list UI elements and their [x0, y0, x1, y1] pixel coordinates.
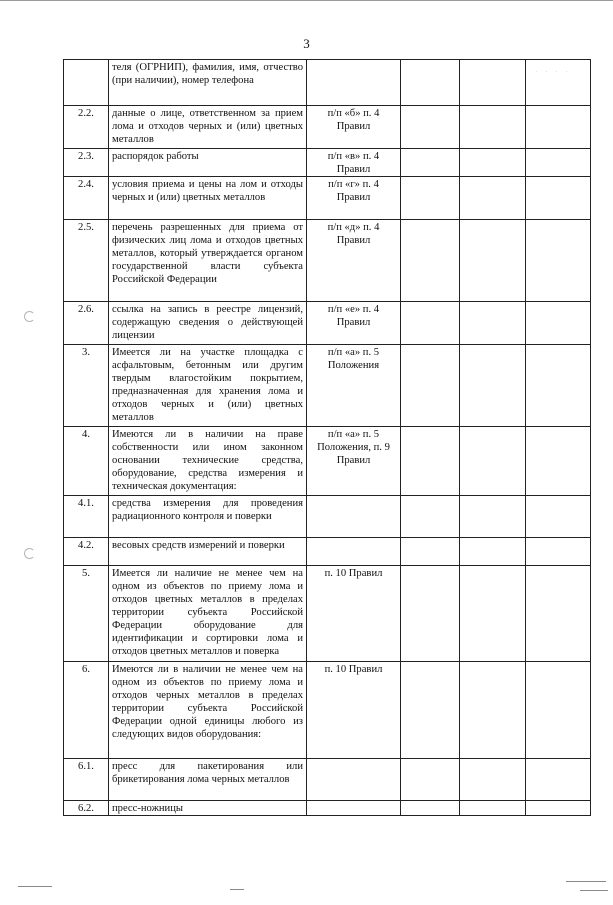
answer-cell-na — [526, 538, 591, 566]
answer-cell-yes — [401, 759, 460, 801]
row-reference: п/п «е» п. 4 Правил — [307, 302, 401, 345]
answer-cell-yes — [401, 302, 460, 345]
table-row — [64, 106, 591, 149]
answer-cell-no — [460, 496, 526, 538]
row-number: 2.5. — [64, 220, 109, 302]
row-question: теля (ОГРНИП), фамилия, имя, отчество (при наличии), номер телефона — [109, 60, 307, 106]
row-question: пресс для пакетирования или брикетирования лома черных металлов — [109, 759, 307, 801]
row-number: 6. — [64, 662, 109, 759]
row-reference: п/п «г» п. 4 Правил — [307, 177, 401, 220]
table-row — [64, 801, 591, 816]
answer-cell-no — [460, 345, 526, 427]
answer-cell-no — [460, 60, 526, 106]
answer-cell-no — [460, 177, 526, 220]
answer-cell-na — [526, 345, 591, 427]
row-question: распорядок работы — [109, 149, 307, 177]
answer-cell-na — [526, 60, 591, 106]
answer-cell-no — [460, 662, 526, 759]
row-number: 4.2. — [64, 538, 109, 566]
table-row — [64, 220, 591, 302]
row-reference — [307, 538, 401, 566]
row-question: Имеется ли на участке площадка с асфальтовым, бетонным или другим твердым влагостойким покрытием, предназначенная для хранения лома и отходов черных и (или) цветных металлов — [109, 345, 307, 427]
checklist-table — [63, 59, 591, 816]
answer-cell-no — [460, 538, 526, 566]
scan-artifact-line — [566, 881, 606, 882]
answer-cell-na — [526, 566, 591, 662]
answer-cell-no — [460, 106, 526, 149]
row-number: 2.6. — [64, 302, 109, 345]
row-number: 2.3. — [64, 149, 109, 177]
answer-cell-na — [526, 801, 591, 816]
row-question: ссылка на запись в реестре лицензий, содержащую сведения о действующей лицензии — [109, 302, 307, 345]
answer-cell-yes — [401, 662, 460, 759]
answer-cell-yes — [401, 427, 460, 496]
row-number: 4. — [64, 427, 109, 496]
row-number: 3. — [64, 345, 109, 427]
punch-hole-mark — [24, 548, 35, 559]
row-reference: п/п «д» п. 4 Правил — [307, 220, 401, 302]
table-row — [64, 302, 591, 345]
answer-cell-na — [526, 302, 591, 345]
row-number: 2.4. — [64, 177, 109, 220]
row-question: весовых средств измерений и поверки — [109, 538, 307, 566]
row-reference: п/п «в» п. 4 Правил — [307, 149, 401, 177]
table-row — [64, 566, 591, 662]
answer-cell-yes — [401, 496, 460, 538]
row-number: 4.1. — [64, 496, 109, 538]
table-row — [64, 177, 591, 220]
row-reference — [307, 801, 401, 816]
answer-cell-no — [460, 759, 526, 801]
table-row — [64, 345, 591, 427]
page-top-border — [0, 0, 613, 1]
answer-cell-na — [526, 496, 591, 538]
row-reference: п/п «а» п. 5 Положения — [307, 345, 401, 427]
scan-artifact-line — [18, 886, 52, 887]
answer-cell-no — [460, 149, 526, 177]
row-number: 2.2. — [64, 106, 109, 149]
scan-artifact-line — [230, 889, 244, 890]
table-row — [64, 759, 591, 801]
answer-cell-yes — [401, 60, 460, 106]
answer-cell-na — [526, 427, 591, 496]
row-number: 6.1. — [64, 759, 109, 801]
page-number: 3 — [303, 36, 310, 51]
row-question: условия приема и цены на лом и отходы черных и (или) цветных металлов — [109, 177, 307, 220]
row-reference — [307, 60, 401, 106]
row-reference: п/п «а» п. 5 Положения, п. 9 Правил — [307, 427, 401, 496]
answer-cell-na — [526, 106, 591, 149]
scan-artifact-line — [580, 890, 608, 891]
row-question: Имеются ли в наличии не менее чем на одном из объектов по приему лома и отходов черных металлов в пределах территории субъекта Российской Федерации одной единицы любого из следующих видов оборудования: — [109, 662, 307, 759]
answer-cell-yes — [401, 106, 460, 149]
answer-cell-no — [460, 801, 526, 816]
row-reference: п/п «б» п. 4 Правил — [307, 106, 401, 149]
row-question: Имеются ли в наличии на праве собственности или ином законном основании технические средства, оборудование, средства измерения и техническая документация: — [109, 427, 307, 496]
row-number: 6.2. — [64, 801, 109, 816]
answer-cell-yes — [401, 345, 460, 427]
row-reference: п. 10 Правил — [307, 566, 401, 662]
table-row — [64, 662, 591, 759]
punch-hole-mark — [24, 311, 35, 322]
row-number — [64, 60, 109, 106]
answer-cell-na — [526, 220, 591, 302]
answer-cell-yes — [401, 177, 460, 220]
answer-cell-yes — [401, 566, 460, 662]
answer-cell-no — [460, 220, 526, 302]
answer-cell-yes — [401, 149, 460, 177]
row-question: пресс-ножницы — [109, 801, 307, 816]
row-question: перечень разрешенных для приема от физических лиц лома и отходов цветных металлов, который утверждается органом государственной власти субъекта Российской Федерации — [109, 220, 307, 302]
answer-cell-no — [460, 302, 526, 345]
answer-cell-yes — [401, 220, 460, 302]
answer-cell-na — [526, 662, 591, 759]
table-row — [64, 538, 591, 566]
table-row — [64, 496, 591, 538]
answer-cell-na — [526, 759, 591, 801]
answer-cell-yes — [401, 801, 460, 816]
row-question: средства измерения для проведения радиационного контроля и поверки — [109, 496, 307, 538]
table-row — [64, 149, 591, 177]
row-reference — [307, 496, 401, 538]
row-reference — [307, 759, 401, 801]
table-row — [64, 427, 591, 496]
row-question: Имеется ли наличие не менее чем на одном из объектов по приему лома и отходов цветных металлов в пределах территории субъекта Российской Федерации оборудование для идентификации и сортировки лома и отходов цветных металлов и поверка — [109, 566, 307, 662]
answer-cell-na — [526, 177, 591, 220]
scan-artifact-dots: · · · · — [535, 68, 571, 76]
answer-cell-yes — [401, 538, 460, 566]
answer-cell-na — [526, 149, 591, 177]
table-row — [64, 60, 591, 106]
answer-cell-no — [460, 427, 526, 496]
answer-cell-no — [460, 566, 526, 662]
row-question: данные о лице, ответственном за прием лома и отходов черных и (или) цветных металлов — [109, 106, 307, 149]
row-number: 5. — [64, 566, 109, 662]
row-reference: п. 10 Правил — [307, 662, 401, 759]
